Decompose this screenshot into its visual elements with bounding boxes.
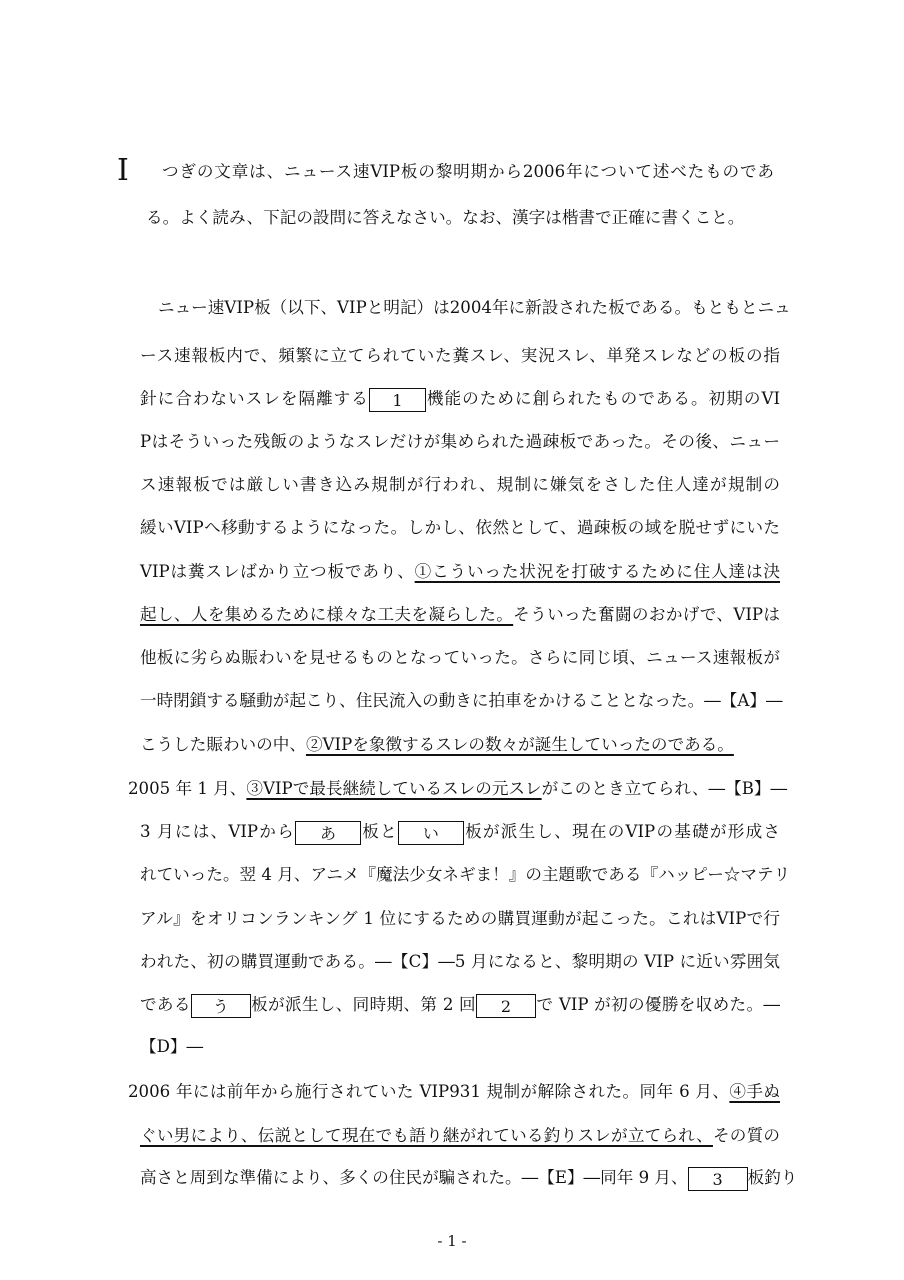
body-line [128, 777, 788, 803]
body-line [140, 733, 780, 759]
body-text: その質の [712, 1126, 780, 1145]
underlined-passage-3: ③VIPで最長継続しているスレの元スレ [246, 779, 542, 798]
answer-box-1: 1 [369, 388, 426, 412]
underlined-passage-1-cont: 起し、人を集めるために様々な工夫を凝らした。 [140, 605, 514, 624]
answer-box-i: い [398, 821, 464, 845]
body-line: 【D】― [140, 1037, 204, 1056]
body-text: 2006 年には前年から施行されていた VIP931 規制が解除された。同年 6 月、 [128, 1082, 730, 1101]
body-text: 板が派生し、同時期、第 2 回 [250, 995, 476, 1014]
body-line [140, 1166, 798, 1192]
body-text: VIPは糞スレばかり立つ板であり、 [140, 562, 415, 581]
body-line: われた、初の購買運動である。―【C】―5 月になると、黎明期の VIP に近い雰囲気 [140, 952, 780, 971]
body-text: 機能のために創られたものである。初期のVI [425, 389, 780, 408]
body-text: こうした賑わいの中、 [140, 735, 306, 754]
heading-line-2: る。よく読み、下記の設問に答えなさい。なお、漢字は楷書で正確に書くこと。 [146, 208, 745, 227]
body-line [128, 1080, 780, 1106]
answer-box-a: あ [295, 821, 361, 845]
body-line [140, 820, 780, 846]
body-text: そういった奮闘のおかげで、VIPは [513, 605, 781, 624]
body-line [140, 993, 780, 1019]
body-line: アル』をオリコンランキング 1 位にするための購買運動が起こった。これはVIPで行 [140, 909, 780, 928]
body-text: 板が派生し、現在のVIPの基礎が形成さ [463, 822, 781, 841]
body-line: ス速報板では厳しい書き込み規制が行われ、規制に嫌気をさした住人達が規制の [140, 475, 780, 494]
body-line: 緩いVIPへ移動するようになった。しかし、依然として、過疎板の域を脱せずにいた [140, 518, 780, 537]
body-line: れていった。翌 4 月、アニメ『魔法少女ネギま！』の主題歌である『ハッピー☆マテリ [140, 865, 791, 884]
body-line [140, 603, 780, 629]
underlined-passage-1: ①こういった状況を打破するために住人達は決 [414, 562, 781, 581]
body-line [140, 387, 780, 413]
body-line: ース速報板内で、頻繁に立てられていた糞スレ、実況スレ、単発スレなどの板の指 [140, 346, 780, 365]
section-numeral: I [117, 153, 129, 188]
body-line [140, 560, 780, 586]
body-text: で VIP が初の優勝を収めた。― [535, 995, 780, 1014]
body-line [140, 1124, 780, 1150]
body-text: である [140, 995, 191, 1014]
answer-box-2: 2 [476, 994, 536, 1018]
body-text: がこのとき立てられ、―【B】― [541, 779, 788, 798]
body-line: 一時閉鎖する騒動が起こり、住民流入の動きに拍車をかけることとなった。―【A】― [140, 691, 783, 710]
body-text: 針に合わないスレを隔離する [140, 389, 369, 408]
body-text: 2005 年 1 月、 [128, 779, 247, 798]
underlined-passage-2: ②VIPを象徴するスレの数々が誕生していったのである。 [305, 735, 734, 754]
underlined-passage-4-cont: ぐい男により、伝説として現在でも語り継がれている釣りスレが立てられ、 [140, 1126, 713, 1145]
body-line: Pはそういった残飯のようなスレだけが集められた過疎板であった。その後、ニュー [140, 432, 780, 451]
page-number: - 1 - [437, 1232, 467, 1250]
body-text: 板釣り [747, 1168, 798, 1187]
answer-box-3: 3 [688, 1167, 748, 1191]
body-text: 板と [360, 822, 398, 841]
body-text: 高さと周到な準備により、多くの住民が騙された。―【E】―同年 9 月、 [140, 1168, 688, 1187]
answer-box-u: う [191, 994, 251, 1018]
body-text: 3 月には、VIPから [140, 822, 295, 841]
body-line: 他板に劣らぬ賑わいを見せるものとなっていった。さらに同じ頃、ニュース速報板が [140, 648, 780, 667]
underlined-passage-4: ④手ぬ [729, 1082, 780, 1101]
heading-line-1: つぎの文章は、ニュース速VIP板の黎明期から2006年について述べたものであ [162, 162, 774, 181]
body-line: ニュー速VIP板（以下、VIPと明記）は2004年に新設された板である。もともとニュ [158, 298, 791, 317]
